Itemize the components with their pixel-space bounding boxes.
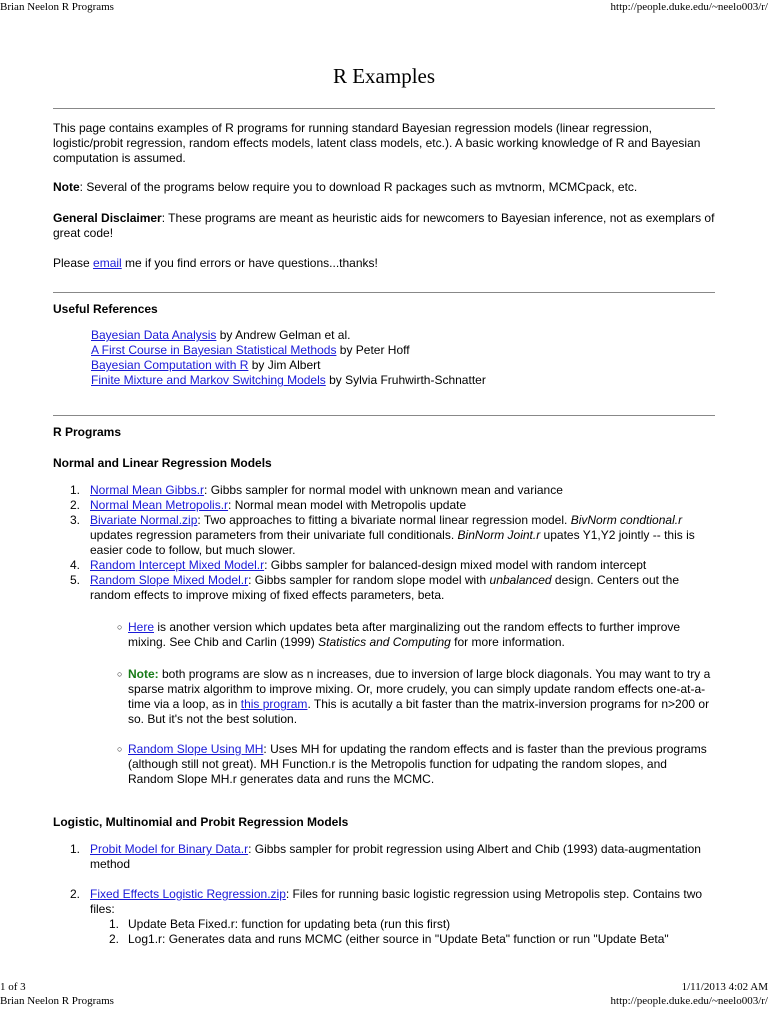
program-link[interactable]: Random Slope Using MH (128, 742, 264, 756)
normal-models-heading: Normal and Linear Regression Models (53, 456, 272, 470)
page-title: R Examples (332, 64, 436, 88)
logistic-models-heading: Logistic, Multinomial and Probit Regression Models (53, 815, 349, 829)
list-item: 2. Log1.r: Generates data and runs MCMC (either source in "Update Beta" function or run "Update Beta" (109, 932, 669, 946)
bullet-icon: ○ (117, 744, 123, 754)
reference-item: Finite Mixture and Markov Switching Models by Sylvia Fruhwirth-Schnatter (91, 373, 486, 387)
logistic-models-list (53, 887, 715, 947)
bullet-icon: ○ (117, 622, 123, 632)
list-item: 1. Probit Model for Binary Data.r: Gibbs sampler for probit regression using Albert and Chib (1993) data-augmentation method (70, 842, 701, 871)
programs-heading: R Programs (53, 425, 122, 439)
print-footer-date: 1/11/2013 4:02 AM (681, 981, 768, 993)
list-item: 2. Fixed Effects Logistic Regression.zip: Files for running basic logistic regression using Metropolis step. Contains two files: 1. Update Beta Fixed.r: function for updating beta (run this first) 2. Log1.r: Generates data and runs MCMC (either source in "Update Beta" function or run "Update Beta" (53, 887, 715, 947)
program-link[interactable]: Bivariate Normal.zip (90, 513, 198, 527)
list-item: 3. Bivariate Normal.zip: Two approaches to fitting a bivariate normal linear regression model. BivNorm condtional.r updates regression parameters from their univariate full conditionals. BinNorm Joint.r upates Y1,Y2 jointly -- this is easier code to follow, but much slower. (70, 513, 695, 557)
contact-paragraph: Please email me if you find errors or have questions...thanks! (53, 256, 378, 270)
print-header-url: http://people.duke.edu/~neelo003/r/ (610, 995, 768, 1007)
list-item: 1. Normal Mean Gibbs.r: Gibbs sampler for normal model with unknown mean and variance (70, 483, 563, 497)
bullet-icon: ○ (117, 669, 123, 679)
intro-paragraph: This page contains examples of R programs for running standard Bayesian regression models (linear regression, logistic/probit regression, random effects models, latent class models, etc.). A basic working knowledge of R and Bayesian computation is assumed. (53, 121, 701, 165)
divider (53, 108, 715, 109)
references-heading: Useful References (53, 302, 158, 316)
program-link[interactable]: Probit Model for Binary Data.r (90, 842, 249, 856)
divider (53, 415, 715, 416)
here-link[interactable]: Here (128, 620, 155, 634)
sub-item: ○ Note: both programs are slow as n increases, due to inversion of large block diagonals. You may want to try a sparse matrix algorithm to improve mixing. Or, more crudely, you can simply update random effects one-at-a-time via a loop, as in this program. This is acutally a bit faster than the matrix-inversion programs for n>200 or so. But it's not the best solution. (117, 667, 711, 726)
disclaimer-label: General Disclaimer (53, 211, 162, 225)
this-program-link[interactable]: this program (240, 697, 308, 711)
reference-item: Bayesian Computation with R by Jim Albert (91, 358, 321, 372)
reference-link[interactable]: Finite Mixture and Markov Switching Models (91, 373, 326, 387)
program-link[interactable]: Fixed Effects Logistic Regression.zip (90, 887, 286, 901)
sub-item: ○ Here is another version which updates beta after marginalizing out the random effects to further improve mixing. See Chib and Carlin (1999) Statistics and Computing for more information. (117, 620, 681, 649)
note-label: Note (53, 180, 80, 194)
sub-item: ○ Random Slope Using MH: Uses MH for updating the random effects and is faster than the previous programs (although still not great). MH Function.r is the Metropolis function for udpating the random slopes, and Random Slope MH.r generates data and runs the MCMC. (117, 742, 707, 786)
note-paragraph: Note: Several of the programs below require you to download R packages such as mvtnorm, MCMCpack, etc. (53, 180, 638, 194)
logistic-models-list (53, 842, 715, 872)
reference-link[interactable]: Bayesian Data Analysis (91, 328, 217, 342)
print-header-title: Brian Neelon R Programs (0, 1, 114, 13)
disclaimer-paragraph: General Disclaimer: These programs are meant as heuristic aids for newcomers to Bayesian inference, not as exemplars of great code! (53, 211, 715, 240)
reference-item: Bayesian Data Analysis by Andrew Gelman et al. (91, 328, 351, 342)
email-link[interactable]: email (93, 256, 122, 270)
note-label: Note: (128, 667, 159, 681)
normal-models-list (53, 483, 715, 603)
print-header-url: http://people.duke.edu/~neelo003/r/ (610, 1, 768, 13)
reference-item: A First Course in Bayesian Statistical Methods by Peter Hoff (91, 343, 410, 357)
list-item: 5. Random Slope Mixed Model.r: Gibbs sampler for random slope model with unbalanced design. Centers out the random effects to improve mixing of fixed effects parameters, beta. (70, 573, 679, 602)
program-link[interactable]: Normal Mean Gibbs.r (90, 483, 205, 497)
print-footer-page: 1 of 3 (0, 981, 26, 993)
references-list (91, 328, 486, 388)
list-item: 1. Update Beta Fixed.r: function for updating beta (run this first) (109, 917, 451, 931)
reference-link[interactable]: Bayesian Computation with R (91, 358, 249, 372)
reference-link[interactable]: A First Course in Bayesian Statistical Methods (91, 343, 337, 357)
divider (53, 292, 715, 293)
nested-file-list (90, 917, 715, 947)
list-item: 2. Normal Mean Metropolis.r: Normal mean model with Metropolis update (70, 498, 467, 512)
list-item: 4. Random Intercept Mixed Model.r: Gibbs sampler for balanced-design mixed model with random intercept (70, 558, 647, 572)
print-header-title: Brian Neelon R Programs (0, 995, 114, 1007)
program-link[interactable]: Random Slope Mixed Model.r (90, 573, 249, 587)
program-link[interactable]: Normal Mean Metropolis.r (90, 498, 229, 512)
program-link[interactable]: Random Intercept Mixed Model.r (90, 558, 265, 572)
